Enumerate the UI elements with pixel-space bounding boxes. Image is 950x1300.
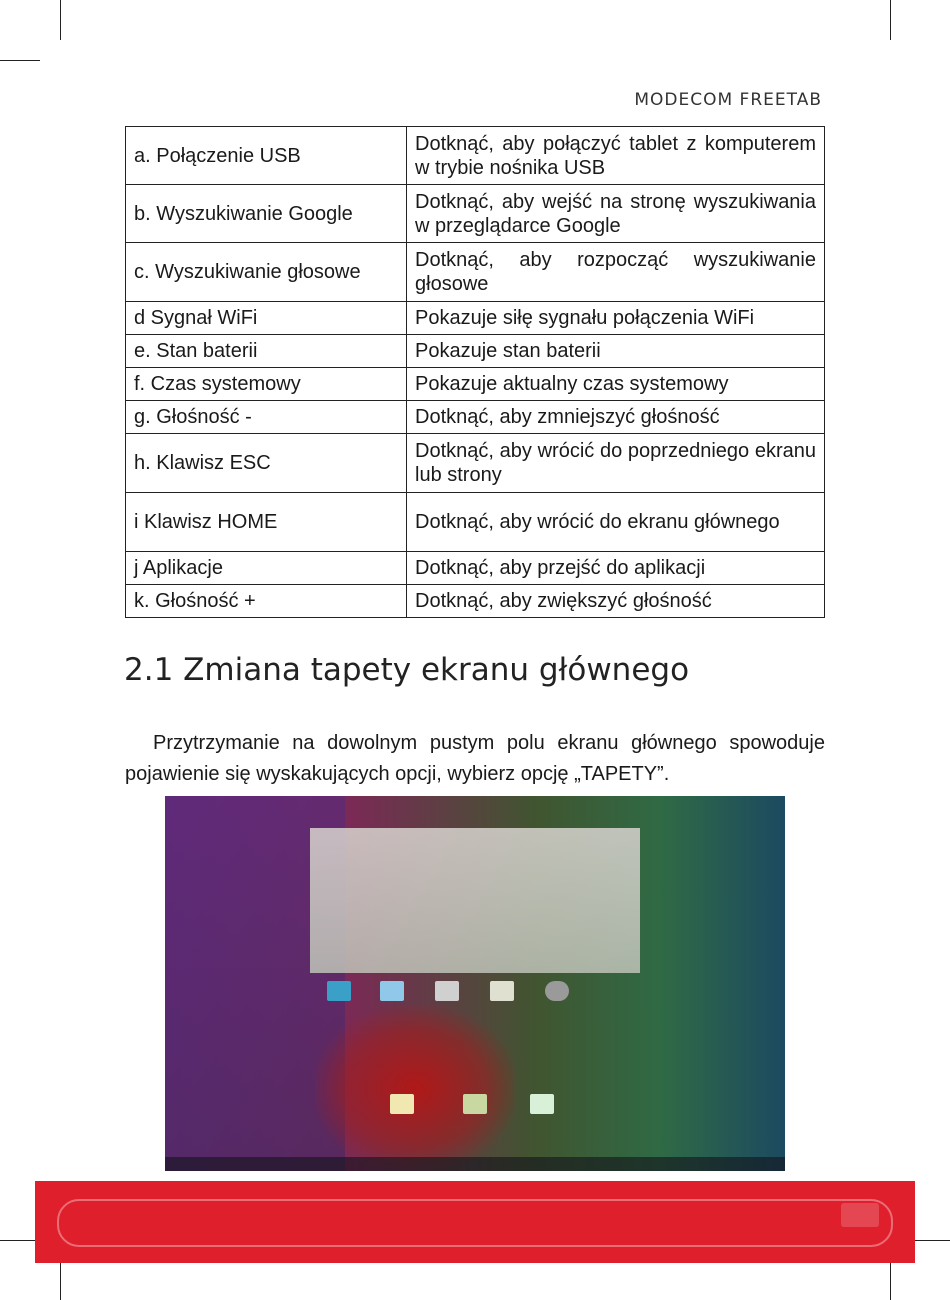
crop-mark (60, 0, 61, 40)
row-label: g. Głośność - (126, 401, 407, 434)
table-row (126, 243, 825, 302)
row-description: Dotknąć, aby zwiększyć głośność (407, 585, 825, 618)
app-icon (463, 1094, 487, 1114)
app-icon (545, 981, 569, 1001)
app-icon (435, 981, 459, 1001)
features-table (125, 126, 825, 618)
section-title: 2.1 Zmiana tapety ekranu głównego (124, 652, 690, 688)
row-label: e. Stan baterii (126, 335, 407, 368)
row-description: Dotknąć, aby wrócić do ekranu głównego (407, 493, 825, 552)
table-row (126, 185, 825, 243)
options-popup-image (310, 828, 640, 973)
app-icon (380, 981, 404, 1001)
table-row (126, 335, 825, 368)
crop-mark (0, 60, 40, 61)
row-description: Dotknąć, aby rozpocząć wyszukiwanie głosowe (407, 243, 825, 302)
row-label: j Aplikacje (126, 552, 407, 585)
crop-mark (60, 1262, 61, 1300)
row-description: Pokazuje siłę sygnału połączenia WiFi (407, 302, 825, 335)
wallpaper-glow (315, 1006, 515, 1171)
row-label: c. Wyszukiwanie głosowe (126, 243, 407, 302)
app-icon (327, 981, 351, 1001)
row-description: Dotknąć, aby połączyć tablet z komputerem w trybie nośnika USB (407, 127, 825, 185)
crop-mark (910, 1240, 950, 1241)
table-row (126, 302, 825, 335)
row-description: Pokazuje stan baterii (407, 335, 825, 368)
row-label: i Klawisz HOME (126, 493, 407, 552)
header-brand: MODECOM FREETAB (634, 90, 822, 110)
row-label: b. Wyszukiwanie Google (126, 185, 407, 243)
row-description: Dotknąć, aby wrócić do poprzedniego ekranu lub strony (407, 434, 825, 493)
table-row (126, 493, 825, 552)
table-row (126, 585, 825, 618)
table-row (126, 552, 825, 585)
row-label: k. Głośność + (126, 585, 407, 618)
table-row (126, 434, 825, 493)
row-label: d Sygnał WiFi (126, 302, 407, 335)
row-description: Dotknąć, aby przejść do aplikacji (407, 552, 825, 585)
app-icon (390, 1094, 414, 1114)
table-row (126, 127, 825, 185)
app-icon (530, 1094, 554, 1114)
crop-mark (890, 0, 891, 40)
section-paragraph: Przytrzymanie na dowolnym pustym polu ekranu głównego spowoduje pojawienie się wyskakujących opcji, wybierz opcję „TAPETY”. (125, 732, 825, 785)
crop-mark (0, 1240, 40, 1241)
crop-mark (890, 1262, 891, 1300)
row-label: h. Klawisz ESC (126, 434, 407, 493)
footer-band-outline (57, 1199, 893, 1247)
tablet-screenshot (165, 796, 785, 1171)
row-label: a. Połączenie USB (126, 127, 407, 185)
system-bar (165, 1157, 785, 1171)
app-icon (490, 981, 514, 1001)
row-description: Pokazuje aktualny czas systemowy (407, 368, 825, 401)
row-description: Dotknąć, aby zmniejszyć głośność (407, 401, 825, 434)
row-label: f. Czas systemowy (126, 368, 407, 401)
footer-band (35, 1181, 915, 1263)
table-row (126, 401, 825, 434)
table-row (126, 368, 825, 401)
page-number-box (841, 1203, 879, 1227)
row-description: Dotknąć, aby wejść na stronę wyszukiwania w przeglądarce Google (407, 185, 825, 243)
